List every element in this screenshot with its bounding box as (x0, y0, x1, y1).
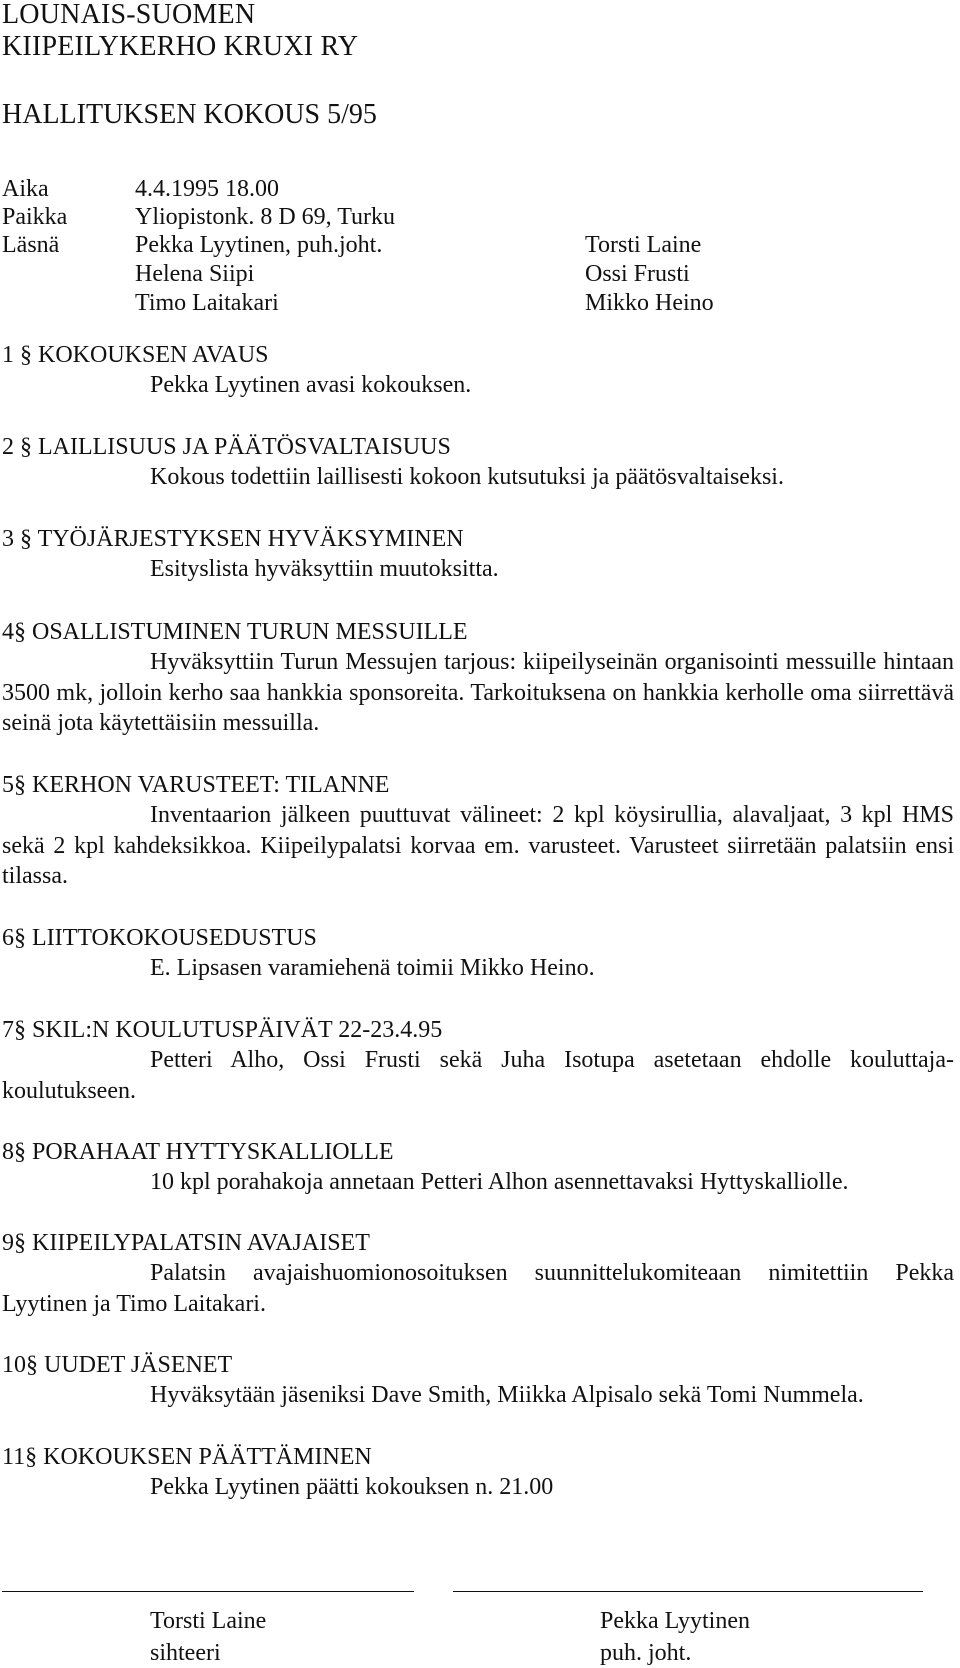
section-text: Hyväksyttiin Turun Messujen tarjous: kiipeilyseinän organisointi messuille hintaan 3500 mk, jolloin kerho saa hankkia sponsoreita. Tarkoituksena on hankkia kerholle oma siirrettävä seinä jota käytettäisiin messuilla. (2, 649, 954, 736)
meeting-title: HALLITUKSEN KOKOUS 5/95 (2, 99, 377, 130)
section-text: Inventaarion jälkeen puuttuvat välineet: 2 kpl köysirullia, alavaljaat, 3 kpl HMS sekä 2 kpl kahdeksikkoa. Kiipeilypalatsi korvaa em. varusteet. Varusteet siirretään palatsiin ensi tilassa. (2, 802, 954, 889)
section-text: E. Lipsasen varamiehenä toimii Mikko Heino. (150, 955, 595, 981)
section-paragraph (2, 1045, 954, 1106)
place-label: Paikka (2, 204, 68, 230)
section-heading: 11§ KOKOUKSEN PÄÄTTÄMINEN (2, 1444, 372, 1470)
section-heading: 1 § KOKOUKSEN AVAUS (2, 342, 269, 368)
section-heading: 3 § TYÖJÄRJESTYKSEN HYVÄKSYMINEN (2, 526, 464, 552)
attendee: Torsti Laine (585, 232, 702, 258)
section-text: Kokous todettiin laillisesti kokoon kutsutuksi ja päätösvaltaiseksi. (150, 464, 784, 490)
section-text: Pekka Lyytinen avasi kokouksen. (150, 372, 472, 398)
attendee: Ossi Frusti (585, 261, 690, 287)
section-heading: 6§ LIITTOKOKOUSEDUSTUS (2, 925, 317, 951)
section-paragraph (2, 647, 954, 739)
time-value: 4.4.1995 18.00 (135, 176, 279, 202)
section-heading: 4§ OSALLISTUMINEN TURUN MESSUILLE (2, 619, 468, 645)
signature-line (453, 1591, 923, 1592)
signatory-name: Torsti Laine (150, 1608, 267, 1634)
place-value: Yliopistonk. 8 D 69, Turku (135, 204, 396, 230)
section-text: 10 kpl porahakoja annetaan Petteri Alhon asennettavaksi Hyttyskalliolle. (150, 1169, 849, 1195)
present-label: Läsnä (2, 232, 60, 258)
signatory-role: puh. joht. (600, 1640, 692, 1666)
section-paragraph (2, 1258, 954, 1319)
section-heading: 9§ KIIPEILYPALATSIN AVAJAISET (2, 1230, 370, 1256)
section-heading: 7§ SKIL:N KOULUTUSPÄIVÄT 22-23.4.95 (2, 1017, 443, 1043)
section-text: Esityslista hyväksyttiin muutoksitta. (150, 556, 499, 582)
section-heading: 8§ PORAHAAT HYTTYSKALLIOLLE (2, 1139, 394, 1165)
signatory-name: Pekka Lyytinen (600, 1608, 750, 1634)
attendee: Timo Laitakari (135, 290, 279, 316)
signature-line (2, 1591, 414, 1592)
section-text: Petteri Alho, Ossi Frusti sekä Juha Isotupa asetetaan ehdolle kouluttajakoulutukseen. (2, 1047, 954, 1104)
time-label: Aika (2, 176, 49, 202)
org-name-line2: KIIPEILYKERHO KRUXI RY (2, 31, 359, 62)
section-text: Pekka Lyytinen päätti kokouksen n. 21.00 (150, 1474, 554, 1500)
attendee: Mikko Heino (585, 290, 714, 316)
section-text: Hyväksytään jäseniksi Dave Smith, Miikka Alpisalo sekä Tomi Nummela. (150, 1382, 864, 1408)
signatory-role: sihteeri (150, 1640, 221, 1666)
section-heading: 5§ KERHON VARUSTEET: TILANNE (2, 772, 390, 798)
section-heading: 2 § LAILLISUUS JA PÄÄTÖSVALTAISUUS (2, 434, 451, 460)
org-name-line1: LOUNAIS-SUOMEN (2, 0, 256, 30)
section-heading: 10§ UUDET JÄSENET (2, 1352, 233, 1378)
attendee: Helena Siipi (135, 261, 255, 287)
attendee: Pekka Lyytinen, puh.joht. (135, 232, 383, 258)
section-text: Palatsin avajaishuomionosoituksen suunnittelukomiteaan nimitettiin Pekka Lyytinen ja Timo Laitakari. (2, 1260, 954, 1317)
section-paragraph (2, 800, 954, 892)
